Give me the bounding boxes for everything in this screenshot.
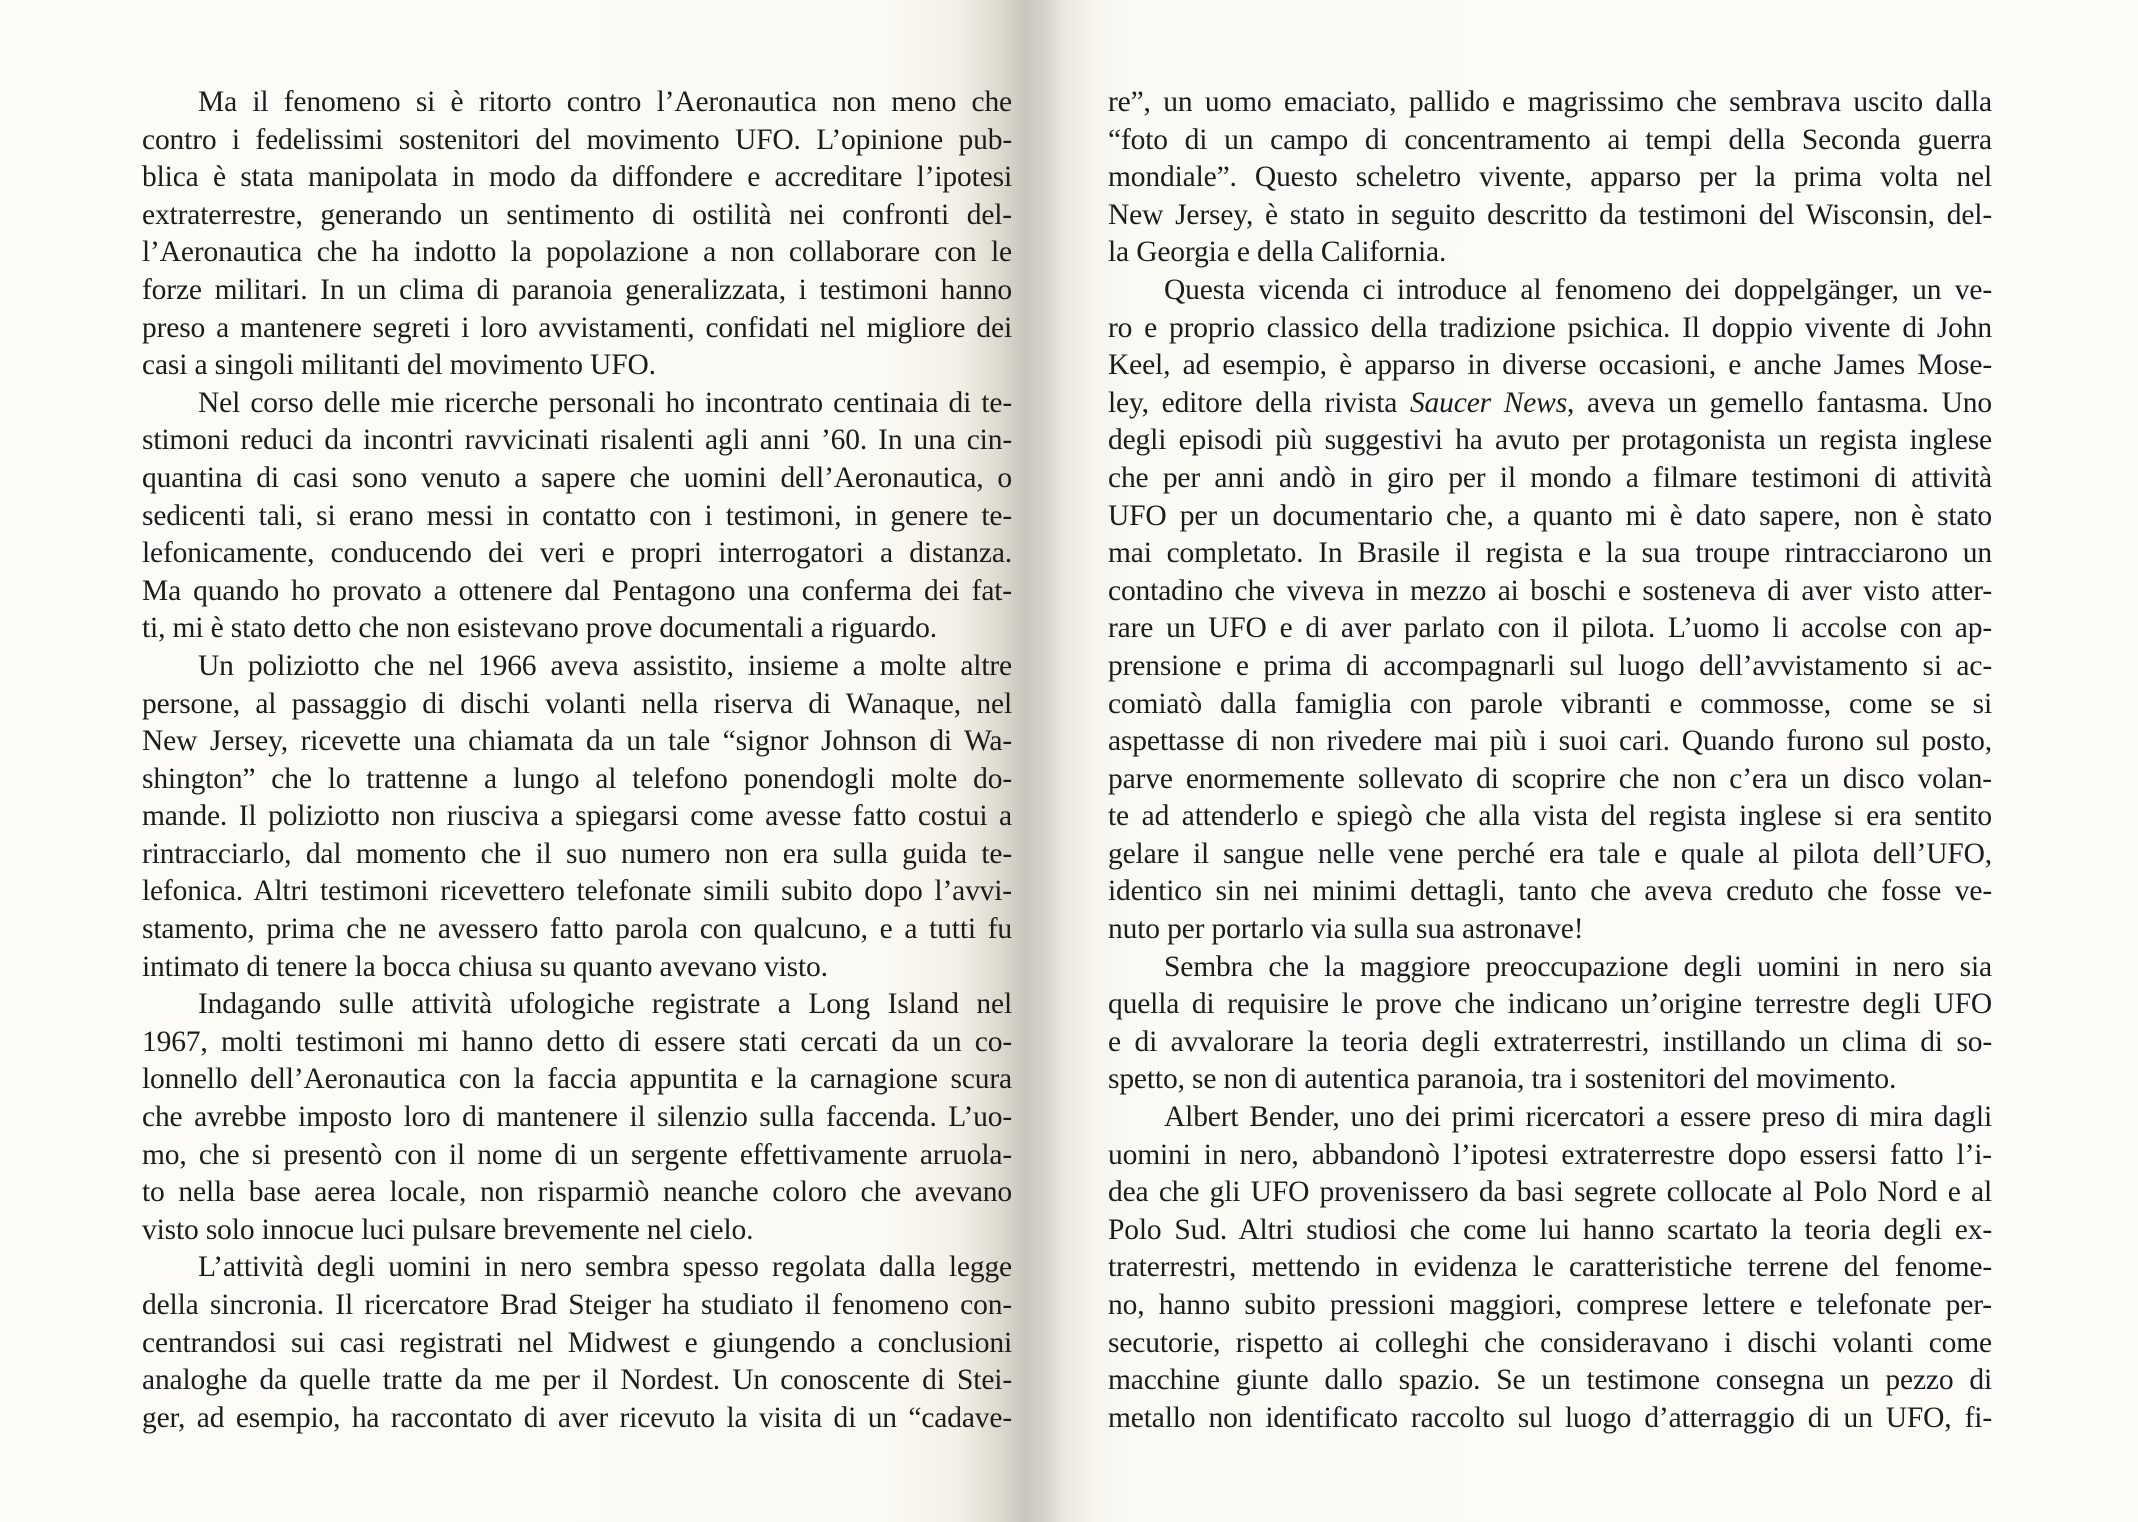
text-line: Questa vicenda ci introduce al fenomeno dei doppelgänger, un ve-: [1164, 273, 1992, 306]
text-line: della sincronia. Il ricercatore Brad Steiger ha studiato il fenomeno con-: [142, 1289, 1012, 1321]
paragraph: [142, 385, 1012, 648]
text-line: “foto di un campo di concentramento ai tempi della Seconda guerra: [1108, 123, 1992, 156]
text-line: metallo non identificato raccolto sul luogo d’atterraggio di un UFO, fi-: [1108, 1401, 1992, 1434]
text-line: mondiale”. Questo scheletro vivente, apparso per la prima volta nel: [1108, 161, 1992, 194]
text-line: ti, mi è stato detto che non esistevano prove documentali a riguardo.: [142, 612, 937, 645]
text-line: mo, che si presentò con il nome di un sergente effettivamente arruola-: [142, 1138, 1012, 1171]
text-line: lefonica. Altri testimoni ricevettero telefonate simili subito dopo l’avvi-: [142, 875, 1012, 908]
text-line: visto solo innocue luci pulsare brevemente nel cielo.: [142, 1213, 754, 1246]
text-line: stimoni reduci da incontri ravvicinati risalenti agli anni ’60. In una cin-: [142, 424, 1012, 457]
text-line: mai completato. In Brasile il regista e la sua troupe rintracciarono un: [1108, 537, 1992, 570]
text-line: stamento, prima che ne avessero fatto parola con qualcuno, e a tutti fu: [142, 913, 1012, 946]
text-line: prensione e prima di accompagnarli sul luogo dell’avvistamento si ac-: [1108, 649, 1992, 682]
paragraph: [142, 986, 1012, 1249]
text-line: che avrebbe imposto loro di mantenere il silenzio sulla faccenda. L’uo-: [142, 1101, 1012, 1134]
text-line: analoghe da quelle tratte da me per il Nordest. Un conoscente di Stei-: [142, 1364, 1012, 1397]
text-line: quella di requisire le prove che indicano un’origine terrestre degli UFO: [1108, 988, 1992, 1021]
text-line: nuto per portarlo via sulla sua astronave!: [1108, 913, 1584, 946]
text-line: mande. Il poliziotto non riusciva a spiegarsi come avesse fatto costui a: [142, 800, 1012, 833]
text-line: che per anni andò in giro per il mondo a filmare testimoni di attività: [1108, 461, 1992, 494]
text-line: no, hanno subito pressioni maggiori, comprese lettere e telefonate per-: [1108, 1289, 1992, 1321]
italic-title: Saucer News: [1409, 386, 1568, 419]
text-line: casi a singoli militanti del movimento UFO.: [142, 349, 656, 382]
text-line: parve enormemente sollevato di scoprire che non c’era un disco volan-: [1108, 762, 1992, 795]
text-line: extraterrestre, generando un sentimento di ostilità nei confronti del-: [142, 198, 1012, 231]
text-line: te ad attenderlo e spiegò che alla vista del regista inglese si era sentito: [1108, 800, 1992, 833]
text-line: rare un UFO e di aver parlato con il pilota. L’uomo li accolse con ap-: [1108, 612, 1992, 645]
paragraph: [1108, 949, 1992, 1099]
text-line: Sembra che la maggiore preoccupazione degli uomini in nero sia: [1164, 950, 1992, 983]
text-line: aspettasse di non rivedere mai più i suoi cari. Quando furono sul posto,: [1108, 725, 1992, 758]
text-line: gelare il sangue nelle vene perché era tale e quale al pilota dell’UFO,: [1108, 837, 1992, 870]
text-line: degli episodi più suggestivi ha avuto per protagonista un regista inglese: [1108, 424, 1992, 457]
text-line: New Jersey, ricevette una chiamata da un tale “signor Johnson di Wa-: [142, 725, 1012, 758]
text-line: ro e proprio classico della tradizione psichica. Il doppio vivente di John: [1108, 311, 1992, 344]
text-line: persone, al passaggio di dischi volanti nella riserva di Wanaque, nel: [142, 687, 1012, 720]
text-line: contadino che viveva in mezzo ai boschi e sosteneva di aver visto atter-: [1108, 574, 1992, 607]
text-line: Nel corso delle mie ricerche personali ho incontrato centinaia di te-: [198, 386, 1012, 419]
text-line: re”, un uomo emaciato, pallido e magrissimo che sembrava uscito dalla: [1108, 86, 1992, 118]
text-line: dea che gli UFO provenissero da basi segrete collocate al Polo Nord e al: [1108, 1176, 1992, 1209]
text-line: ley, editore della rivista Saucer News, aveva un gemello fantasma. Uno: [1108, 386, 1992, 419]
text-line: blica è stata manipolata in modo da diffondere e accreditare l’ipotesi: [142, 161, 1012, 194]
text-line: intimato di tenere la bocca chiusa su quanto avevano visto.: [142, 950, 828, 983]
text-line: Indagando sulle attività ufologiche registrate a Long Island nel: [198, 988, 1012, 1021]
text-line: Ma il fenomeno si è ritorto contro l’Aeronautica non meno che: [198, 86, 1012, 118]
text-line: lefonicamente, conducendo dei veri e propri interrogatori a distanza.: [142, 537, 1012, 570]
paragraph: [142, 648, 1012, 986]
text-line: uomini in nero, abbandonò l’ipotesi extraterrestre dopo essersi fatto l’i-: [1108, 1138, 1992, 1171]
text-line: Albert Bender, uno dei primi ricercatori a essere preso di mira dagli: [1164, 1101, 1992, 1134]
text-line: spetto, se non di autentica paranoia, tra i sostenitori del movimento.: [1108, 1063, 1897, 1096]
paragraph: [142, 84, 1012, 385]
paragraph: [1108, 272, 1992, 949]
text-line: forze militari. In un clima di paranoia generalizzata, i testimoni hanno: [142, 273, 1012, 306]
text-line: New Jersey, è stato in seguito descritto da testimoni del Wisconsin, del-: [1108, 198, 1992, 231]
text-line: rintracciarlo, dal momento che il suo numero non era sulla guida te-: [142, 837, 1012, 870]
text-line: comiatò dalla famiglia con parole vibranti e commosse, come se si: [1108, 687, 1992, 720]
text-line: e di avvalorare la teoria degli extraterrestri, instillando un clima di so-: [1108, 1025, 1992, 1058]
left-page: [142, 84, 1012, 1437]
text-line: preso a mantenere segreti i loro avvistamenti, confidati nel migliore dei: [142, 311, 1012, 344]
right-page: [1108, 84, 1992, 1437]
text-line: Keel, ad esempio, è apparso in diverse occasioni, e anche James Mose-: [1108, 349, 1992, 382]
text-line: Polo Sud. Altri studiosi che come lui hanno scartato la teoria degli ex-: [1108, 1213, 1992, 1246]
text-line: 1967, molti testimoni mi hanno detto di essere stati cercati da un co-: [142, 1025, 1012, 1058]
text-line: lonnello dell’Aeronautica con la faccia appuntita e la carnagione scura: [142, 1063, 1012, 1096]
paragraph: [1108, 1099, 1992, 1437]
text-line: Ma quando ho provato a ottenere dal Pentagono una conferma dei fat-: [142, 574, 1012, 607]
text-line: quantina di casi sono venuto a sapere che uomini dell’Aeronautica, o: [142, 461, 1012, 494]
text-line: secutorie, rispetto ai colleghi che consideravano i dischi volanti come: [1108, 1326, 1992, 1359]
text-line: traterrestri, mettendo in evidenza le caratteristiche terrene del fenome-: [1108, 1251, 1992, 1284]
text-line: la Georgia e della California.: [1108, 236, 1447, 269]
text-line: contro i fedelissimi sostenitori del movimento UFO. L’opinione pub-: [142, 123, 1012, 156]
text-line: identico sin nei minimi dettagli, tanto che aveva creduto che fosse ve-: [1108, 875, 1992, 908]
text-line: macchine giunte dallo spazio. Se un testimone consegna un pezzo di: [1108, 1364, 1992, 1397]
text-line: ger, ad esempio, ha raccontato di aver ricevuto la visita di un “cadave-: [142, 1401, 1012, 1434]
text-line: l’Aeronautica che ha indotto la popolazione a non collaborare con le: [142, 236, 1012, 269]
text-line: UFO per un documentario che, a quanto mi è dato sapere, non è stato: [1108, 499, 1992, 532]
paragraph: [142, 1249, 1012, 1437]
paragraph: [1108, 84, 1992, 272]
text-line: L’attività degli uomini in nero sembra spesso regolata dalla legge: [198, 1251, 1012, 1284]
text-line: centrandosi sui casi registrati nel Midwest e giungendo a conclusioni: [142, 1326, 1012, 1359]
text-line: Un poliziotto che nel 1966 aveva assistito, insieme a molte altre: [198, 649, 1012, 682]
text-line: to nella base aerea locale, non risparmiò neanche coloro che avevano: [142, 1176, 1012, 1209]
text-line: shington” che lo trattenne a lungo al telefono ponendogli molte do-: [142, 762, 1012, 795]
text-line: sedicenti tali, si erano messi in contatto con i testimoni, in genere te-: [142, 499, 1012, 532]
